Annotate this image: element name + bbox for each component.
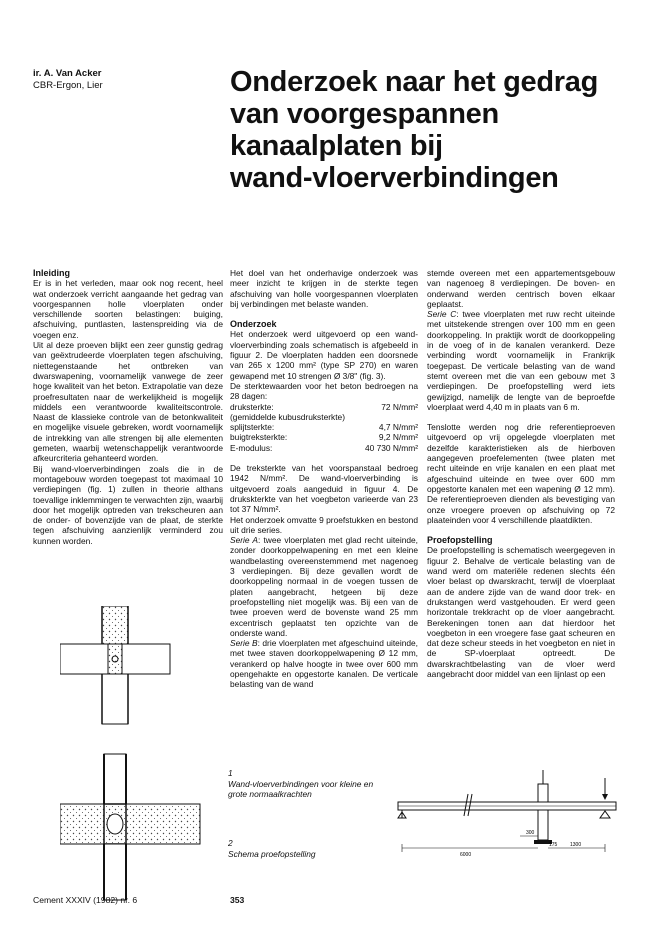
author-block bbox=[33, 68, 103, 92]
figure-2-caption bbox=[228, 838, 378, 859]
section-heading-inleiding: Inleiding bbox=[33, 268, 70, 278]
paragraph: Serie A: twee vloerplaten met glad recht uiteinde, zonder doorkoppelwapening en met een kleine wandbelasting overeenstemmend met nagenoeg 3 verdiepingen. Bij deze gevallen wordt de doorkoppeling normaal in de voegen tussen de platen aangebracht, hetgeen bij deze proefopstelling niet mogelijk was. Bij een van de twee proeven werd de bovenste wand 25 mm excentrisch geplaatst ten opzichte van de onderste wand. bbox=[230, 535, 418, 638]
property-label: splijtsterkte: bbox=[230, 422, 275, 433]
property-row bbox=[230, 412, 418, 422]
property-label: druksterkte: bbox=[230, 401, 274, 412]
paragraph: De treksterkte van het voorspanstaal bedroeg 1942 N/mm². De wand-vloerverbinding is uitgevoerd zoals aangeduid in figuur 4. De drukskterkte van het voegbeton varieerde van 23 tot 37 N/mm². bbox=[230, 463, 418, 515]
author-affiliation: CBR-Ergon, Lier bbox=[33, 80, 103, 91]
title-line: Onderzoek naar het gedrag bbox=[230, 66, 598, 98]
dimension-label: 175 bbox=[549, 842, 558, 848]
figure-number: 2 bbox=[228, 838, 233, 848]
column-2 bbox=[230, 268, 418, 690]
section-heading-onderzoek: Onderzoek bbox=[230, 319, 277, 330]
property-row bbox=[230, 402, 418, 412]
paragraph: De proefopstelling is schematisch weergegeven in figuur 2. Behalve de verticale belasting van de wand werd om materiële redenen slechts één vloer belast op dwarskracht, terwijl de vloerplaat aan de andere zijde van de wand door trek- en drukstangen werd vastgehouden. Er werd geen horizontale trekkracht op de vloer aangebracht. Berekeningen tonen aan dat hierdoor het voegbeton in een vroegere fase gaat scheuren en dat deze scheur steeds in het voegbeton en niet in de SP-vloerplaat optreedt. De dwarskrachtbelasting van de vloer werd aangebracht door middel van een lijnlast op een bbox=[427, 545, 615, 679]
column-3 bbox=[427, 268, 615, 679]
figure-caption-text: Wand-vloerverbindingen voor kleine en grote normaalkrachten bbox=[228, 778, 374, 799]
property-label: buigtreksterkte: bbox=[230, 432, 288, 443]
property-value: 40 730 N/mm² bbox=[364, 442, 418, 453]
paragraph: Tenslotte werden nog drie referentieproeven uitgevoerd op vrij opgelegde vloerplaten met dezelfde karakteristieken als de hierboven aangegeven proefelementen (twee platen met recht uiteinde en vrije kanalen en een plaat met afgeschuind uiteinde en twee over 600 mm opgestorte kanalen met een wapening Ø 12 mm). De referentieproeven dienden als bevestiging van onze vroegere proeven op afschuiving op 72 plaateinden voor 4 verschillende plaatdikten. bbox=[427, 422, 615, 525]
property-row bbox=[230, 443, 418, 453]
joint-large-load bbox=[60, 754, 200, 900]
property-row bbox=[230, 432, 418, 442]
property-value: 9,2 N/mm² bbox=[378, 432, 418, 443]
paragraph: Het onderzoek werd uitgevoerd op een wand-vloerverbinding zoals schematisch is afgebeeld in figuur 2. De vloerplaten hadden een doorsnede van 265 x 1200 mm² (type SP 270) en waren gewapend met 10 strengen Ø 3/8" (fig. 3). bbox=[230, 329, 418, 381]
figure-caption-text: Schema proefopstelling bbox=[228, 848, 316, 859]
figure-2-drawing bbox=[390, 770, 630, 860]
property-row bbox=[230, 422, 418, 432]
paragraph: Uit al deze proeven blijkt een zeer gunstig gedrag van geëxtrudeerde vloerplaten tegen afschuiving, niettegenstaande het ontbreken van dwarswapening, voornamelijk vanwege de zeer hoge kwaliteit van het beton. Extrapolatie van deze proefresultaten naar de werkelijkheid is mogelijk middels een verantwoorde kwaliteitscontrole. Naast de klassieke controle van de betonkwaliteit en mogelijke visuele gebreken, wordt voornamelijk de intrekking van alle strengen bij alle elementen gemeten, waarbij wetenschappelijk verantwoorde afkeurcriteria gehanteerd worden. bbox=[33, 340, 223, 464]
figure-1-drawing bbox=[60, 606, 210, 906]
paragraph: Het doel van het onderhavige onderzoek was meer inzicht te krijgen in de sterkte tegen afschuiving van holle voorgespannen vloerplaten bij verbindingen met belaste wanden. bbox=[230, 268, 418, 309]
paragraph: Bij wand-vloerverbindingen zoals die in de montagebouw worden toegepast tot maximaal 10 verdiepingen (fig. 1) zullen in theorie althans toevallige inklemmingen te verwachten zijn, waarbij door het mogelijk optreden van trekscheuren aan de onder- of bovenzijde van de plaat, de sterkte tegen afschuiving aanzienlijk verminderd zou kunnen worden. bbox=[33, 463, 223, 546]
paragraph: De sterktewaarden voor het beton bedroegen na 28 dagen: bbox=[230, 380, 418, 402]
figure-1-caption bbox=[228, 768, 378, 800]
dimension-label: 6000 bbox=[460, 852, 472, 858]
title-line: van voorgespannen bbox=[230, 98, 499, 130]
series-label: Serie B bbox=[230, 638, 258, 649]
dimension-label: 300 bbox=[526, 830, 535, 836]
paragraph: Serie B: drie vloerplaten met afgeschuind uiteinde, met twee staven doorkoppelwapening Ø 12 mm, verankerd op halve hoogte in twee over 600 mm opengehakte en opgestorte kanalen. De verticale belasting van de wand bbox=[230, 638, 418, 690]
figure-number: 1 bbox=[228, 768, 233, 778]
paragraph: Serie C: twee vloerplaten met ruw recht uiteinde met uitstekende strengen over 100 mm en geen doorkoppeling. In praktijk wordt de doorkoppeling in de voeg of in de kanalen verankerd. Deze verbinding wordt voornamelijk in Frankrijk toegepast. De verticale belasting van de wand stemt overeen met die van een gebouw met 3 verdiepingen. De proefopstelling werd iets gewijzigd, namelijk de lengte van de beproefde vloerplaat werd 4,40 m in plaats van 6 m. bbox=[427, 309, 615, 412]
dimension-label: 1300 bbox=[570, 842, 582, 848]
joint-small-load bbox=[60, 606, 170, 724]
column-1 bbox=[33, 268, 223, 546]
article-title bbox=[230, 66, 640, 194]
paragraph: stemde overeen met een appartementsgebouw van nagenoeg 8 verdiepingen. De boven- en onderwand werden centrisch boven elkaar geplaatst. bbox=[427, 268, 615, 309]
title-line: kanaalplaten bij bbox=[230, 130, 443, 162]
journal-reference: Cement XXXIV (1982) nr. 6 bbox=[33, 895, 138, 905]
title-line: wand-vloerverbindingen bbox=[230, 162, 559, 194]
property-label: (gemiddelde kubusdruksterkte) bbox=[230, 411, 345, 422]
author-name: ir. A. Van Acker bbox=[33, 68, 102, 79]
section-heading-proefopstelling: Proefopstelling bbox=[427, 535, 493, 546]
paragraph: Het onderzoek omvatte 9 proefstukken en bestond uit drie series. bbox=[230, 514, 418, 535]
page-number: 353 bbox=[230, 895, 245, 905]
property-value: 72 N/mm² bbox=[381, 401, 418, 412]
property-label: E-modulus: bbox=[230, 442, 273, 453]
series-label: Serie A bbox=[230, 535, 258, 546]
property-value: 4,7 N/mm² bbox=[378, 422, 418, 433]
paragraph: Er is in het verleden, maar ook nog recent, heel wat onderzoek verricht aangaande het gedrag van voorgespannen holle vloerplaten onder verschillende soorten belastingen: buiging, afschuiving, puntlasten, lastenspreiding via de voegen enz. bbox=[33, 278, 223, 340]
series-label: Serie C bbox=[427, 309, 457, 320]
